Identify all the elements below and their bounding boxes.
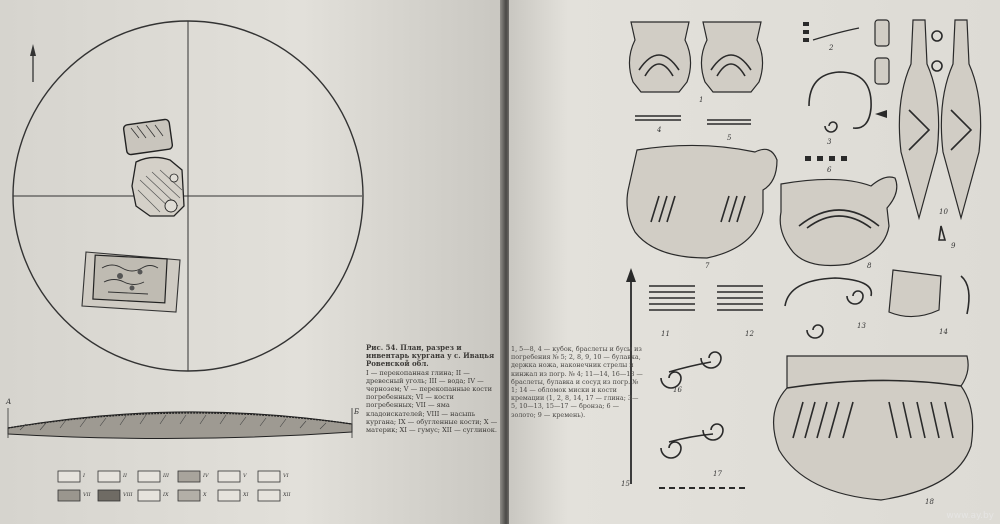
caption-heading: Рис. 54. План, разрез и инвентарь кургана у с. Ивацья Ровенской обл. [366,343,495,369]
legend-label: VI [283,473,289,479]
watermark: www.ay.by [946,511,994,521]
legend-label: VII [83,492,91,498]
legend-label: IV [203,473,209,479]
artifact-caption: 1, 5—8, 4 — кубок, браслеты и бусы из погребения № 5; 2, 8, 9, 10 — булавка, держка ножа, наконечник стрелы и кинжал из погр. № 4; 11—14, 16—18 — браслеты, булавка и сосуд из погр. № 1; 14 — обломок миски и кости кремации (1, 2, 8, 14, 17 — глина; 3—5, 10—13, 15—17 — бронза; 6 — золото; 9 — кремень). [511,345,643,419]
figure-number: 7 [705,262,710,270]
figure-number: 18 [925,498,934,506]
figure-number: 4 [657,126,662,134]
figure-number: 13 [857,322,866,330]
figure-number: 2 [829,44,834,52]
figure-caption [366,344,498,434]
figure-number: 8 [867,262,872,270]
figure-number: 11 [661,330,670,338]
section-label-a: А [6,398,12,406]
artifact-drawings [509,0,1000,524]
figure-number: 17 [713,470,722,478]
legend-label: VIII [123,492,133,498]
legend-label: XII [283,492,291,498]
caption-legend-text: I — перекопанная глина; II — древесный уголь; III — вода; IV — чернозем; V — перекопанные кости погребенных; VI — кости погребенных; VII — яма кладоискателей; VIII — насыпь кургана; IX — обугленные кости; X — материк; XI — гумус; XII — суглинок. [366,368,498,435]
figure-number: 15 [621,480,630,488]
figure-number: 14 [939,328,948,336]
legend-label: IX [163,492,169,498]
legend-label: V [243,473,247,479]
legend-label: II [123,473,127,479]
figure-number: 3 [827,138,832,146]
section-label-b: Б [354,408,360,416]
figure-number: 1 [699,96,704,104]
figure-number: 10 [939,208,948,216]
figure-number: 9 [951,242,956,250]
figure-number: 6 [827,166,832,174]
legend-label: III [163,473,169,479]
figure-number: 5 [727,134,732,142]
legend-label: X [203,492,207,498]
figure-number: 16 [673,386,682,394]
legend-label: XI [243,492,249,498]
figure-number: 12 [745,330,754,338]
right-page [509,0,1000,524]
legend-label: I [83,473,85,479]
